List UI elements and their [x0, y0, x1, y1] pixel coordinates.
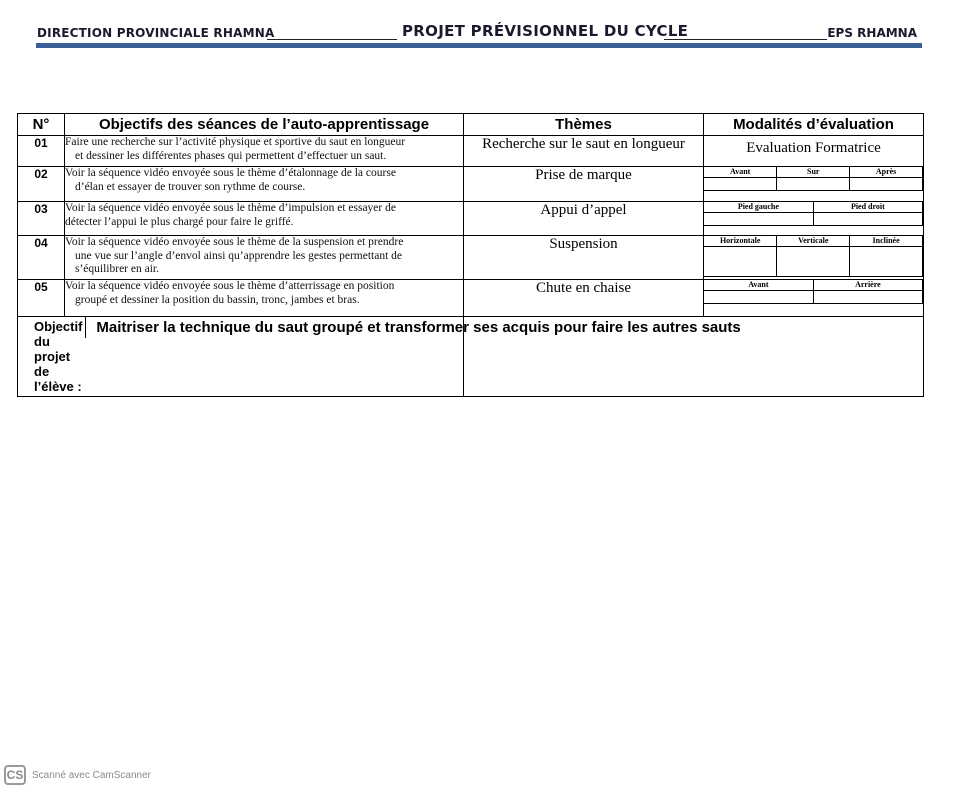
row-number: 01 — [18, 136, 65, 167]
header-title: PROJET PRÉVISIONNEL DU CYCLE — [402, 22, 689, 40]
row-theme: Suspension — [464, 236, 704, 280]
row-objective — [65, 202, 464, 236]
objective-line: Faire une recherche sur l’activité physique et sportive du saut en longueur — [65, 136, 406, 148]
row-theme: Chute en chaise — [464, 280, 704, 317]
grid-header: Arrière — [813, 280, 922, 291]
objective-line: Voir la séquence vidéo envoyée sous le thème d’étalonnage de la course — [65, 167, 396, 179]
row-evaluation — [704, 236, 924, 280]
camscanner-text: Scanné avec CamScanner — [32, 769, 151, 781]
objective-line: d’élan et essayer de trouver son rythme de course. — [75, 180, 306, 193]
cycle-table — [17, 113, 924, 397]
evaluation-grid — [704, 202, 923, 226]
grid-header: Après — [850, 167, 923, 178]
objective-line: une vue sur l’angle d’envol ainsi qu’apprendre les gestes permettant de — [75, 249, 402, 262]
row-number: 05 — [18, 280, 65, 317]
evaluation-type: Evaluation Formatrice — [746, 140, 881, 156]
grid-header: Avant — [704, 280, 813, 291]
row-number: 02 — [18, 167, 65, 202]
table-row — [18, 136, 924, 167]
objective-line: Voir la séquence vidéo envoyée sous le thème d’atterrissage en position — [65, 280, 395, 292]
grid-header: Avant — [704, 167, 777, 178]
grid-header: Horizontale — [704, 236, 777, 247]
objective-line: groupé et dessiner la position du bassin, tronc, jambes et bras. — [75, 293, 360, 306]
row-evaluation — [704, 136, 924, 167]
grid-cell — [777, 247, 850, 277]
project-objective-value: Maitriser la technique du saut groupé et transformer ses acquis pour faire les autres sauts — [96, 319, 741, 336]
grid-cell — [704, 247, 777, 277]
table-row — [18, 280, 924, 317]
grid-cell — [704, 213, 813, 226]
grid-header: Sur — [777, 167, 850, 178]
header-accent-bar — [36, 43, 922, 48]
row-objective — [65, 167, 464, 202]
header-modalities: Modalités d’évaluation — [704, 114, 924, 136]
table-row — [18, 167, 924, 202]
grid-header: Pied droit — [813, 202, 922, 213]
row-evaluation — [704, 167, 924, 202]
project-objective-label-text: Objectif du projet de l’élève : — [34, 319, 83, 394]
row-number: 04 — [18, 236, 65, 280]
table-header-row — [18, 114, 924, 136]
row-objective — [65, 236, 464, 280]
row-objective — [65, 136, 464, 167]
row-evaluation — [704, 280, 924, 317]
header-direction: DIRECTION PROVINCIALE RHAMNA — [37, 26, 275, 40]
row-evaluation — [704, 202, 924, 236]
evaluation-grid — [704, 167, 923, 191]
header-eps: EPS RHAMNA — [827, 26, 917, 40]
evaluation-grid — [704, 236, 923, 277]
grid-cell — [704, 178, 777, 191]
objective-line: Voir la séquence vidéo envoyée sous le thème d’impulsion et essayer de — [65, 202, 396, 214]
header-rule — [267, 39, 397, 40]
header-themes: Thèmes — [464, 114, 704, 136]
row-theme: Recherche sur le saut en longueur — [464, 136, 704, 167]
table-footer-row — [18, 317, 924, 397]
grid-cell — [777, 178, 850, 191]
header-objectives: Objectifs des séances de l’auto-apprentissage — [65, 114, 464, 136]
grid-header: Verticale — [777, 236, 850, 247]
grid-header: Inclinée — [850, 236, 923, 247]
grid-cell — [850, 178, 923, 191]
objective-line: s’équilibrer en air. — [75, 263, 159, 275]
table-row — [18, 202, 924, 236]
objective-line: et dessiner les différentes phases qui permettent d’effectuer un saut. — [75, 149, 387, 162]
camscanner-watermark — [4, 765, 151, 785]
grid-cell — [813, 213, 922, 226]
table-row — [18, 236, 924, 280]
row-theme: Prise de marque — [464, 167, 704, 202]
grid-cell — [813, 291, 922, 304]
objective-line: détecter l’appui le plus chargé pour faire le griffé. — [65, 215, 294, 228]
camscanner-logo-icon: CS — [4, 765, 26, 785]
header-num: N° — [18, 114, 65, 136]
document-header — [37, 20, 917, 40]
row-number: 03 — [18, 202, 65, 236]
row-objective — [65, 280, 464, 317]
header-rule — [664, 39, 827, 40]
objective-line: Voir la séquence vidéo envoyée sous le thème de la suspension et prendre — [65, 236, 404, 248]
project-objective-label — [18, 317, 741, 397]
grid-cell — [850, 247, 923, 277]
grid-header: Pied gauche — [704, 202, 813, 213]
evaluation-grid — [704, 280, 923, 304]
row-theme: Appui d’appel — [464, 202, 704, 236]
grid-cell — [704, 291, 813, 304]
